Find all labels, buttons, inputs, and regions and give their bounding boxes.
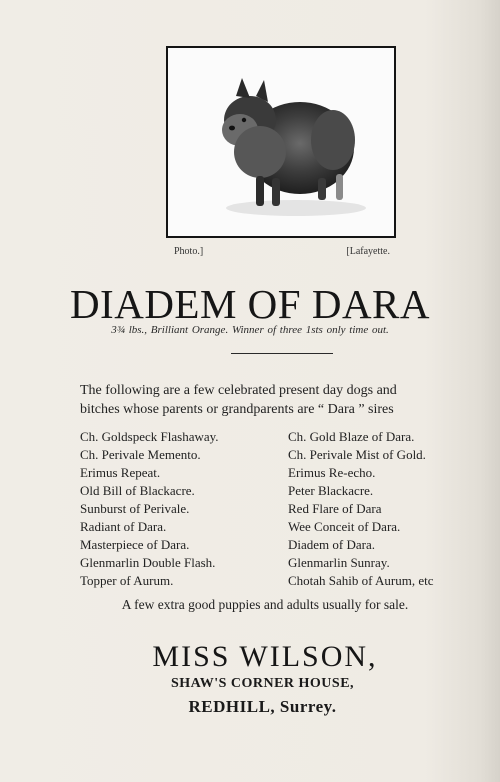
- list-item: Glenmarlin Sunray.: [288, 555, 390, 570]
- list-row: [80, 500, 480, 518]
- owner-name: MISS WILSON,: [152, 640, 378, 673]
- list-item: Sunburst of Perivale.: [80, 501, 190, 516]
- list-row: [80, 518, 480, 536]
- dog-photo: [166, 46, 396, 238]
- list-item: Diadem of Dara.: [288, 537, 375, 552]
- list-item: Ch. Gold Blaze of Dara.: [288, 429, 415, 444]
- list-item: Erimus Re-echo.: [288, 465, 376, 480]
- list-item: Ch. Perivale Memento.: [80, 447, 201, 462]
- list-item: Topper of Aurum.: [80, 573, 174, 588]
- list-row: [80, 464, 480, 482]
- dog-name-title: DIADEM OF DARA: [69, 281, 431, 327]
- list-row: [80, 428, 480, 446]
- photo-credits: [174, 246, 390, 257]
- photo-caption-left: Photo.]: [174, 246, 204, 257]
- dog-description: 3¾ lbs., Brilliant Orange. Winner of three 1sts only time out.: [111, 324, 389, 336]
- list-item: Erimus Repeat.: [80, 465, 161, 480]
- intro-line: The following are a few celebrated present day dogs and: [80, 383, 397, 398]
- list-item: Masterpiece of Dara.: [80, 537, 190, 552]
- list-item: Radiant of Dara.: [80, 519, 167, 534]
- intro-line: bitches whose parents or grandparents are “ Dara ” sires: [80, 402, 394, 417]
- list-row: [80, 446, 480, 464]
- list-item: Glenmarlin Double Flash.: [80, 555, 216, 570]
- descendants-list: [80, 428, 480, 590]
- divider: [231, 353, 333, 354]
- owner-town: REDHILL, Surrey.: [188, 697, 337, 716]
- list-row: [80, 554, 480, 572]
- intro-paragraph: [80, 381, 482, 419]
- list-row: [80, 572, 480, 590]
- list-row: [80, 536, 480, 554]
- list-row: [80, 482, 480, 500]
- sale-note: A few extra good puppies and adults usually for sale.: [121, 597, 409, 612]
- owner-house: SHAW'S CORNER HOUSE,: [170, 676, 355, 691]
- list-item: Ch. Perivale Mist of Gold.: [288, 447, 426, 462]
- list-item: Old Bill of Blackacre.: [80, 483, 195, 498]
- list-item: Peter Blackacre.: [288, 483, 374, 498]
- list-item: Wee Conceit of Dara.: [288, 519, 401, 534]
- list-item: Chotah Sahib of Aurum, etc: [288, 573, 434, 588]
- list-item: Ch. Goldspeck Flashaway.: [80, 429, 219, 444]
- photographer-credit: [Lafayette.: [346, 246, 390, 257]
- list-item: Red Flare of Dara: [288, 501, 382, 516]
